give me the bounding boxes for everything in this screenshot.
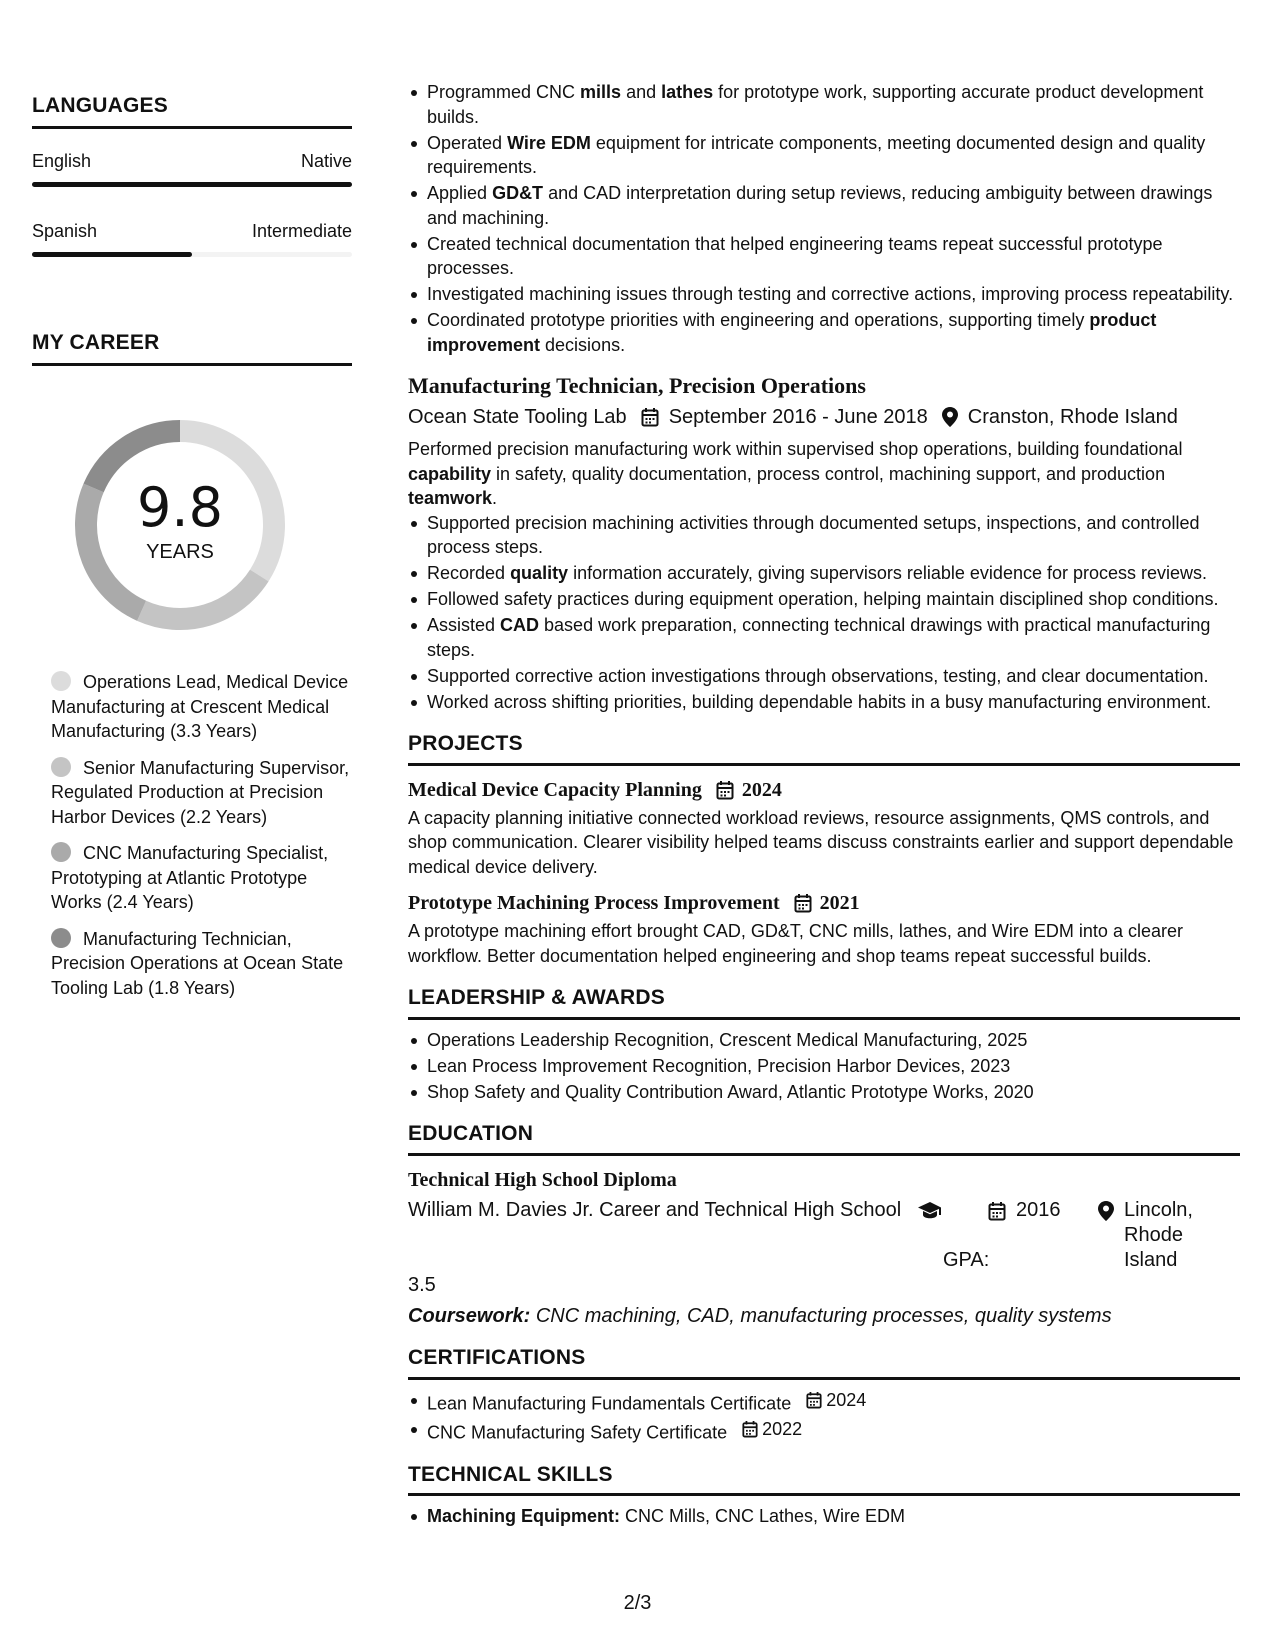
calendar-icon <box>806 1391 822 1409</box>
experience-bullet: Operated Wire EDM equipment for intricate components, meeting documented design and quality requirements. <box>408 131 1240 180</box>
leadership-item: Lean Process Improvement Recognition, Precision Harbor Devices, 2023 <box>408 1054 1240 1079</box>
career-donut-chart <box>65 410 295 640</box>
career-legend-label: Manufacturing Technician, Precision Operations at Ocean State Tooling Lab (1.8 Years) <box>51 928 344 998</box>
language-row <box>32 221 352 242</box>
certification-item <box>408 1388 1240 1416</box>
skills-divider <box>408 1493 1240 1496</box>
certifications-divider <box>408 1377 1240 1380</box>
job-bullet: Assisted CAD based work preparation, connecting technical drawings with practical manufacturing steps. <box>408 613 1240 662</box>
project-year: 2024 <box>741 778 782 801</box>
career-legend-label: Senior Manufacturing Supervisor, Regulated Production at Precision Harbor Devices (2.2 Years) <box>51 757 350 827</box>
calendar-icon <box>794 893 812 913</box>
coursework <box>408 1304 1240 1329</box>
certification-name: CNC Manufacturing Safety Certificate <box>427 1422 728 1442</box>
leadership-item: Operations Leadership Recognition, Crescent Medical Manufacturing, 2025 <box>408 1028 1240 1053</box>
certification-year: 2024 <box>826 1389 867 1410</box>
language-bar-fill <box>32 252 192 257</box>
career-total-unit: YEARS <box>146 540 214 563</box>
legend-dot-icon <box>51 671 71 691</box>
leadership-divider <box>408 1017 1240 1020</box>
experience-bullet: Programmed CNC mills and lathes for prototype work, supporting accurate product development builds. <box>408 80 1240 129</box>
leadership-item: Shop Safety and Quality Contribution Award, Atlantic Prototype Works, 2020 <box>408 1080 1240 1105</box>
education-heading: EDUCATION <box>408 1122 534 1145</box>
projects-section <box>408 732 1240 968</box>
sidebar <box>32 94 352 1012</box>
job-meta <box>408 403 1240 431</box>
experience-bullet: Coordinated prototype priorities with engineering and operations, supporting timely product improvement decisions. <box>408 308 1240 357</box>
project-description: A capacity planning initiative connected workload reviews, resource assignments, QMS controls, and shop communication. Clearer visibility helped teams discuss constraints earlier and support dependable medical device delivery. <box>408 807 1234 877</box>
calendar-icon <box>716 780 734 800</box>
education-location: Lincoln, Rhode Island <box>1124 1198 1193 1271</box>
school-name: William M. Davies Jr. Career and Technical High School <box>408 1198 902 1221</box>
language-name: Spanish <box>32 221 98 241</box>
language-name: English <box>32 151 92 171</box>
project-title <box>408 889 1240 917</box>
gpa-value: 3.5 <box>408 1273 436 1296</box>
graduation-cap-icon <box>918 1201 942 1219</box>
leadership-heading: LEADERSHIP & AWARDS <box>408 986 665 1009</box>
location-pin-icon <box>942 407 958 427</box>
coursework-label: Coursework: <box>408 1304 531 1327</box>
career-legend-item <box>51 927 352 1001</box>
job-bullet: Supported precision machining activities through documented setups, inspections, and controlled process steps. <box>408 511 1240 560</box>
language-bar-fill <box>32 182 352 187</box>
language-bar <box>32 182 352 187</box>
project-name: Medical Device Capacity Planning <box>408 778 702 801</box>
career-heading: MY CAREER <box>32 331 160 354</box>
career-legend-item <box>51 841 352 915</box>
skill-item <box>408 1504 1240 1529</box>
job-bullet: Recorded quality information accurately, giving supervisors reliable evidence for process reviews. <box>408 561 1240 586</box>
certification-name: Lean Manufacturing Fundamentals Certificate <box>427 1392 792 1413</box>
education-details <box>408 1198 1240 1273</box>
language-level: Intermediate <box>251 221 352 241</box>
skill-label: Machining Equipment: <box>427 1506 620 1526</box>
gpa-label: GPA: <box>943 1248 990 1271</box>
calendar-icon <box>988 1201 1006 1221</box>
job-summary: Performed precision manufacturing work within supervised shop operations, building foundational capability in safety, quality documentation, process control, machining support, and production teamwork. <box>408 439 1183 508</box>
skills-heading: TECHNICAL SKILLS <box>408 1462 613 1486</box>
job-bullet: Followed safety practices during equipment operation, helping maintain disciplined shop conditions. <box>408 587 1240 612</box>
job-company: Ocean State Tooling Lab <box>408 406 627 428</box>
education-section <box>408 1122 1240 1328</box>
skills-section <box>408 1463 1240 1529</box>
leadership-list <box>408 1028 1240 1105</box>
career-legend-item <box>51 756 352 830</box>
skills-list <box>408 1504 1240 1529</box>
calendar-icon <box>742 1420 758 1438</box>
year-cell <box>988 1198 1098 1273</box>
certification-item <box>408 1417 1240 1445</box>
job-bullets <box>408 511 1240 715</box>
projects-divider <box>408 763 1240 766</box>
page-number: 2/3 <box>623 1592 652 1614</box>
coursework-text: CNC machining, CAD, manufacturing processes, quality systems <box>535 1304 1112 1327</box>
legend-dot-icon <box>51 928 71 948</box>
main-content <box>408 80 1240 1530</box>
education-year: 2016 <box>1016 1198 1061 1221</box>
language-row <box>32 151 352 172</box>
career-legend-label: CNC Manufacturing Specialist, Prototyping at Atlantic Prototype Works (2.4 Years) <box>51 843 329 912</box>
school-cell <box>408 1198 918 1273</box>
education-divider <box>408 1153 1240 1156</box>
location-pin-icon <box>1098 1201 1114 1221</box>
donut-center <box>65 410 295 640</box>
languages-heading: LANGUAGES <box>32 94 168 117</box>
languages-divider <box>32 126 352 129</box>
experience-bullets <box>408 80 1240 357</box>
certification-year: 2022 <box>762 1418 803 1439</box>
job-bullet: Worked across shifting priorities, building dependable habits in a busy manufacturing environment. <box>408 690 1240 715</box>
experience-bullet: Investigated machining issues through testing and corrective actions, improving process repeatability. <box>408 282 1240 307</box>
language-level: Native <box>300 151 352 171</box>
career-divider <box>32 363 352 366</box>
experience-bullet: Created technical documentation that helped engineering teams repeat successful prototype processes. <box>408 232 1240 281</box>
language-bar <box>32 252 352 257</box>
career-legend-label: Operations Lead, Medical Device Manufacturing at Crescent Medical Manufacturing (3.3 Years) <box>51 672 349 741</box>
project-title <box>408 776 1240 804</box>
certifications-list <box>408 1388 1240 1445</box>
legend-dot-icon <box>51 757 71 777</box>
certification-date <box>742 1417 802 1442</box>
location-cell <box>1098 1198 1228 1273</box>
project-year: 2021 <box>819 892 860 914</box>
job-location: Cranston, Rhode Island <box>967 406 1178 428</box>
legend-dot-icon <box>51 842 71 862</box>
projects-heading: PROJECTS <box>408 732 523 755</box>
career-legend <box>32 670 352 1000</box>
certifications-section <box>408 1346 1240 1445</box>
degree-title: Technical High School Diploma <box>408 1168 677 1191</box>
skill-value: CNC Mills, CNC Lathes, Wire EDM <box>625 1506 906 1526</box>
leadership-section <box>408 986 1240 1104</box>
experience-bullet: Applied GD&T and CAD interpretation during setup reviews, reducing ambiguity between drawings and machining. <box>408 181 1240 230</box>
calendar-icon <box>641 407 659 427</box>
certifications-heading: CERTIFICATIONS <box>408 1346 586 1369</box>
project-name: Prototype Machining Process Improvement <box>408 892 780 914</box>
career-total-years: 9.8 <box>137 475 223 539</box>
job-bullet: Supported corrective action investigations through observations, testing, and clear documentation. <box>408 664 1240 689</box>
job-dates: September 2016 - June 2018 <box>668 406 928 428</box>
certification-date <box>806 1388 866 1413</box>
job-title: Manufacturing Technician, Precision Operations <box>408 373 866 398</box>
project-description: A prototype machining effort brought CAD, GD&T, CNC mills, lathes, and Wire EDM into a clearer workflow. Better documentation helped engineering and shop teams repeat successful builds. <box>408 921 1183 966</box>
career-legend-item <box>51 670 352 744</box>
